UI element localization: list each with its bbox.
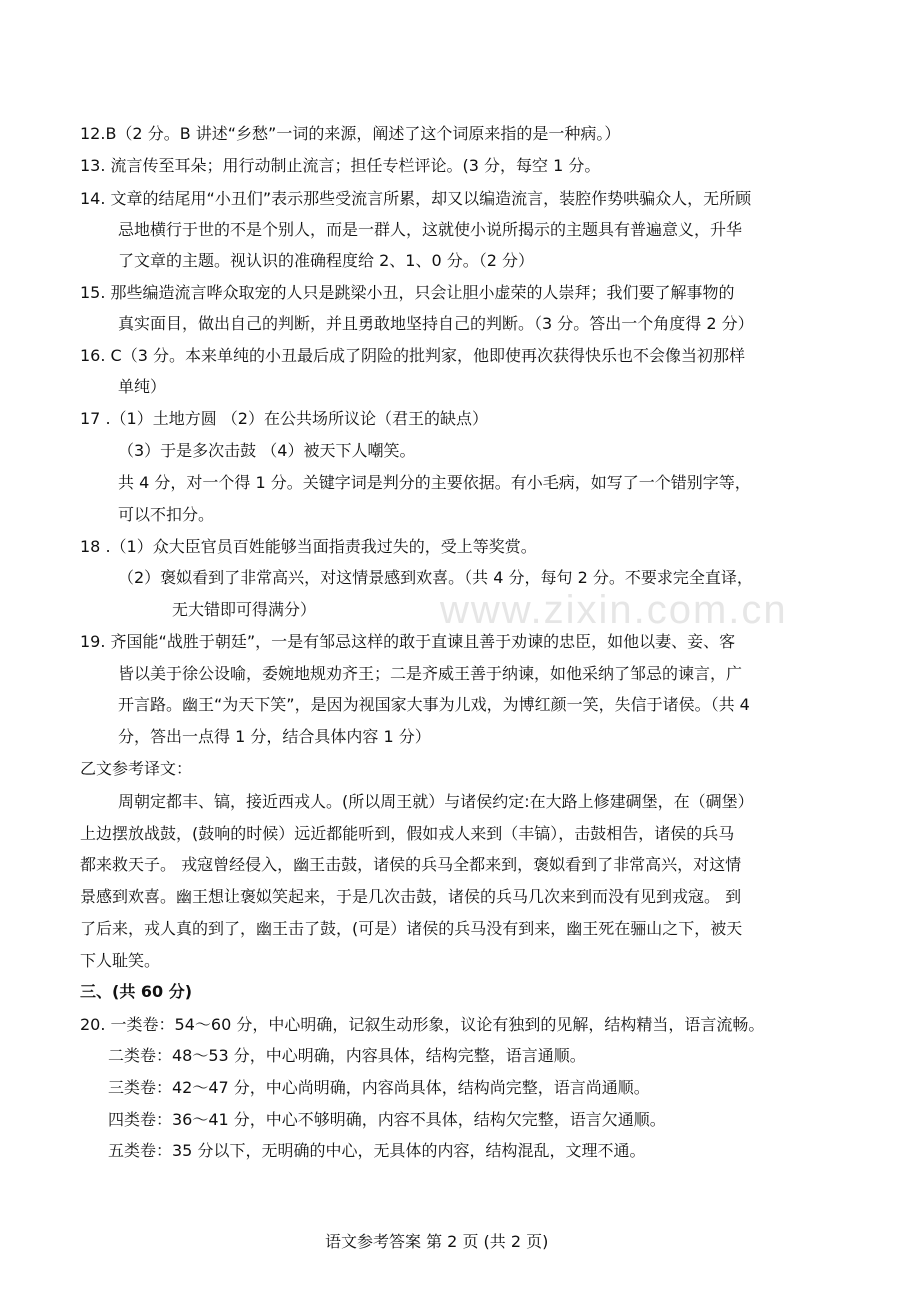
answer-19-line-3: 开言路。幽王“为天下笑”，是因为视国家大事为儿戏，为博红颜一笑，失信于诸侯。（共 4 xyxy=(118,695,750,714)
answer-14-line-1: 14. 文章的结尾用“小丑们”表示那些受流言所累，却又以编造流言，装腔作势哄骗众人，无所顾 xyxy=(80,189,752,208)
answer-18-line-3: 无大错即可得满分） xyxy=(172,600,317,619)
page-footer: 语文参考答案 第 2 页 (共 2 页) xyxy=(325,1232,549,1251)
essay-grade-2: 二类卷：48～53 分，中心明确，内容具体，结构完整，语言通顺。 xyxy=(108,1046,586,1065)
answer-19-line-1: 19. 齐国能“战胜于朝廷”，一是有邹忌这样的敢于直谏且善于劝谏的忠臣，如他以妻、妾、客 xyxy=(80,632,736,651)
translation-line-5: 了后来，戎人真的到了，幽王击了鼓，(可是）诸侯的兵马没有到来，幽王死在骊山之下，被天 xyxy=(80,919,743,938)
essay-grade-5: 五类卷：35 分以下，无明确的中心，无具体的内容，结构混乱，文理不通。 xyxy=(108,1141,646,1160)
answer-12: 12.B（2 分。B 讲述“乡愁”一词的来源，阐述了这个词原来指的是一种病。） xyxy=(80,124,621,143)
answer-13: 13. 流言传至耳朵；用行动制止流言；担任专栏评论。(3 分，每空 1 分。 xyxy=(80,156,601,175)
answer-19-line-2: 皆以美于徐公设喻，委婉地规劝齐王；二是齐威王善于纳谏，如他采纳了邹忌的谏言，广 xyxy=(118,664,743,683)
answer-16-line-2: 单纯） xyxy=(118,377,167,396)
answer-14-line-3: 了文章的主题。视认识的准确程度给 2、1、0 分。（2 分） xyxy=(118,251,534,270)
translation-line-6: 下人耻笑。 xyxy=(80,951,161,970)
answer-18-line-2: （2）褒姒看到了非常高兴，对这情景感到欢喜。（共 4 分，每句 2 分。不要求完全直译， xyxy=(118,568,753,587)
answer-17-line-1: 17 .（1）土地方圆 （2）在公共场所议论（君王的缺点） xyxy=(80,409,488,428)
section-three-heading: 三、(共 60 分) xyxy=(80,982,193,1001)
translation-heading: 乙文参考译文： xyxy=(80,759,193,778)
answer-17-line-2: （3）于是多次击鼓 （4）被天下人嘲笑。 xyxy=(118,441,416,460)
essay-grade-4: 四类卷：36～41 分，中心不够明确，内容不具体，结构欠完整，语言欠通顺。 xyxy=(108,1110,666,1129)
answer-15-line-1: 15. 那些编造流言哗众取宠的人只是跳梁小丑，只会让胆小虚荣的人崇拜；我们要了解事物的 xyxy=(80,283,735,302)
answer-16-line-1: 16. C（3 分。本来单纯的小丑最后成了阴险的批判家，他即使再次获得快乐也不会像当初那样 xyxy=(80,346,745,365)
answer-19-line-4: 分，答出一点得 1 分，结合具体内容 1 分） xyxy=(118,727,431,746)
translation-line-3: 都来救天子。 戎寇曾经侵入，幽王击鼓，诸侯的兵马全都来到，褒姒看到了非常高兴，对这情 xyxy=(80,855,742,874)
answer-17-line-4: 可以不扣分。 xyxy=(118,505,215,524)
answer-17-line-3: 共 4 分，对一个得 1 分。关键字词是判分的主要依据。有小毛病，如写了一个错别字等， xyxy=(118,473,751,492)
translation-line-2: 上边摆放战鼓，(鼓响的时候）远近都能听到，假如戎人来到（丰镐），击鼓相告，诸侯的兵马 xyxy=(80,824,735,843)
answer-18-line-1: 18 .（1）众大臣官员百姓能够当面指责我过失的，受上等奖赏。 xyxy=(80,537,537,556)
essay-grade-3: 三类卷：42～47 分，中心尚明确，内容尚具体，结构尚完整，语言尚通顺。 xyxy=(108,1078,650,1097)
translation-line-1: 周朝定都丰、镐，接近西戎人。(所以周王就）与诸侯约定:在大路上修建碉堡，在（碉堡） xyxy=(118,792,754,811)
answer-14-line-2: 忌地横行于世的不是个别人，而是一群人，这就使小说所揭示的主题具有普遍意义，升华 xyxy=(118,220,743,239)
essay-grade-1: 20. 一类卷：54～60 分，中心明确，记叙生动形象，议论有独到的见解，结构精当，语言流畅。 xyxy=(80,1015,765,1034)
watermark: www.zixin.com.cn xyxy=(440,588,788,632)
answer-15-line-2: 真实面目，做出自己的判断，并且勇敢地坚持自己的判断。（3 分。答出一个角度得 2 分） xyxy=(118,314,754,333)
translation-line-4: 景感到欢喜。幽王想让褒姒笑起来，于是几次击鼓，诸侯的兵马几次来到而没有见到戎寇。 到 xyxy=(80,887,742,906)
